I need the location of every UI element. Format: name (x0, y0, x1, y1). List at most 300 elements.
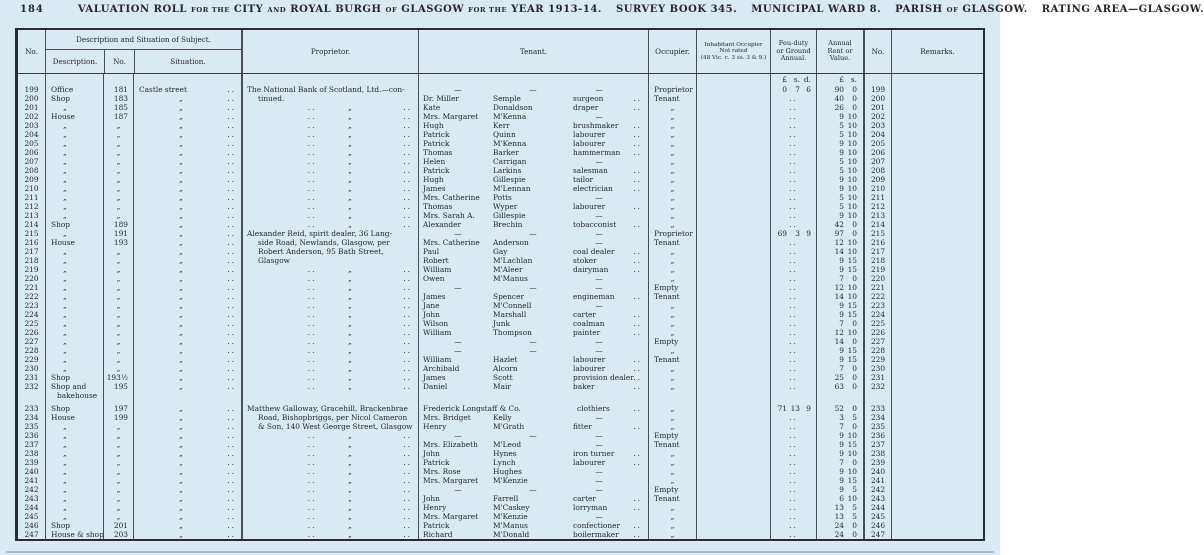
street-number-cell (103, 431, 133, 440)
annual-rent-value: 13 (834, 512, 844, 521)
col-header-situation (134, 50, 241, 73)
leader-dots: .. (307, 503, 317, 512)
leader-dots: .. (633, 494, 642, 503)
tenant-surname: Gillespie (493, 211, 526, 220)
ditto-mark: „ (116, 346, 121, 355)
inhabitant-occupier-cell (696, 85, 770, 94)
description-cell (45, 521, 103, 530)
inhabitant-occupier-cell (696, 292, 770, 301)
ditto-mark: „ (348, 467, 352, 476)
row-number: 227 (24, 337, 39, 346)
annual-rent-value: 9 (839, 467, 844, 476)
occupier-cell (648, 166, 696, 175)
situation-cell (133, 229, 241, 238)
ditto-mark: „ (670, 265, 675, 274)
annual-rent-cell (816, 310, 863, 319)
tenant-forename: Henry (423, 422, 447, 431)
inhabitant-occupier-cell (696, 521, 770, 530)
feu-duty-cell (770, 202, 816, 211)
description-cell (45, 458, 103, 467)
feu-line3: Annual. (780, 54, 807, 63)
annual-rent-cell (816, 431, 863, 440)
row-number-right-cell (863, 193, 891, 202)
tenant-surname: — (529, 485, 537, 494)
annual-rent-value: 0 (852, 220, 857, 229)
ditto-mark: „ (116, 449, 121, 458)
feu-duty-cell (770, 256, 816, 265)
subheader-spacer (863, 74, 891, 85)
annual-rent-cell (816, 175, 863, 184)
leader-dots: .. (633, 184, 642, 193)
ditto-dots: .. (789, 476, 798, 485)
annual-rent-cell (816, 94, 863, 103)
annual-rent-value: 10 (847, 130, 857, 139)
inhabitant-occupier-cell (696, 148, 770, 157)
leader-dots: .. (227, 494, 236, 503)
ditto-dots: .. (789, 346, 798, 355)
inhabitant-occupier-cell (696, 283, 770, 292)
tenant-cell (418, 337, 648, 346)
occupier-cell (648, 238, 696, 247)
tenant-cell (418, 103, 648, 112)
ditto-dots: .. (789, 337, 798, 346)
feu-duty-cell (770, 422, 816, 431)
annual-rent-value: 97 (834, 229, 844, 238)
ditto-mark: „ (63, 512, 67, 521)
annual-rent-value: 0 (852, 94, 857, 103)
proprietor-cell (241, 256, 418, 265)
row-number: 236 (24, 431, 39, 440)
annual-rent-cell (816, 355, 863, 364)
ditto-mark: „ (178, 175, 183, 184)
row-number-cell (18, 274, 45, 283)
annual-rent-cell (816, 413, 863, 422)
ditto-mark: „ (178, 283, 183, 292)
col-header-remarks (891, 30, 983, 73)
leader-dots: .. (403, 121, 412, 130)
leader-dots: .. (403, 202, 412, 211)
proprietor-cell (241, 346, 418, 355)
leader-dots: .. (227, 229, 236, 238)
title-segment: OF (946, 6, 959, 14)
proprietor-cell (241, 103, 418, 112)
table-row (18, 220, 983, 229)
inhabitant-occupier-cell (696, 94, 770, 103)
tenant-cell (418, 157, 648, 166)
feu-duty-cell (770, 449, 816, 458)
inhabitant-occupier-cell (696, 184, 770, 193)
remarks-cell (891, 157, 983, 166)
description-cell (45, 238, 103, 247)
ditto-mark: „ (116, 148, 121, 157)
ditto-mark: „ (63, 256, 67, 265)
annual-rent-cell (816, 373, 863, 382)
tenant-forename: Jane (423, 301, 440, 310)
leader-dots: .. (403, 157, 412, 166)
street-number-cell (103, 157, 133, 166)
row-number-right-cell (863, 413, 891, 422)
inhabitant-line3: (48 Vic. c. 3 ss. 3 & 9.) (700, 54, 767, 61)
description-cell (45, 202, 103, 211)
row-number-right-cell (863, 382, 891, 400)
table-row (18, 337, 983, 346)
remarks-cell (891, 413, 983, 422)
table-row (18, 521, 983, 530)
tenant-surname: M'Lachlan (493, 256, 533, 265)
subheader-spacer (103, 74, 133, 85)
ditto-mark: „ (63, 422, 67, 431)
table-row (18, 400, 983, 413)
row-number-cell (18, 373, 45, 382)
feu-duty-cell (770, 413, 816, 422)
annual-rent-cell (816, 247, 863, 256)
row-number: 241 (24, 476, 39, 485)
annual-rent-value: 7 (839, 422, 844, 431)
annual-rent-value: 5 (839, 121, 844, 130)
remarks-cell (891, 274, 983, 283)
street-number-cell (103, 503, 133, 512)
proprietor-cell (241, 301, 418, 310)
ditto-mark: „ (670, 202, 675, 211)
ditto-dots: .. (789, 485, 798, 494)
table-row (18, 166, 983, 175)
feu-duty-cell (770, 476, 816, 485)
occupier-cell (648, 247, 696, 256)
subheader-spacer (696, 74, 770, 85)
row-number-right-cell (863, 112, 891, 121)
description-cell (45, 130, 103, 139)
leader-dots: .. (633, 256, 642, 265)
row-number: 239 (24, 458, 39, 467)
feu-duty-cell (770, 238, 816, 247)
feu-duty-cell (770, 400, 816, 413)
ditto-mark: „ (348, 530, 352, 539)
leader-dots: .. (403, 274, 412, 283)
tenant-surname: M'Caskey (493, 503, 530, 512)
ditto-mark: „ (63, 292, 67, 301)
row-number-right: 225 (870, 319, 886, 328)
proprietor-cell (241, 382, 418, 400)
description-cell (45, 157, 103, 166)
situation-cell (133, 211, 241, 220)
feu-duty-cell (770, 382, 816, 400)
proprietor-text: tinued. (258, 94, 285, 103)
leader-dots: .. (403, 292, 412, 301)
row-number: 205 (24, 139, 39, 148)
annual-rent-value: 5 (852, 503, 857, 512)
ditto-mark: „ (348, 449, 352, 458)
leader-dots: .. (227, 211, 236, 220)
ditto-mark: „ (670, 530, 675, 539)
tenant-forename: Alexander (423, 220, 462, 229)
situation-cell (133, 485, 241, 494)
street-number: 197 (113, 404, 128, 413)
ditto-mark: „ (348, 346, 352, 355)
row-number-right: 212 (870, 202, 886, 211)
leader-dots: .. (227, 130, 236, 139)
ditto-dots: .. (789, 265, 798, 274)
annual-rent-value: 7 (839, 319, 844, 328)
tenant-occupation: painter (573, 328, 601, 337)
tenant-cell (418, 476, 648, 485)
tenant-surname: Hazlet (493, 355, 518, 364)
remarks-cell (891, 121, 983, 130)
ditto-mark: „ (63, 355, 67, 364)
annual-rent-cell (816, 211, 863, 220)
tenant-cell (418, 202, 648, 211)
leader-dots: .. (307, 112, 317, 121)
table-row (18, 265, 983, 274)
tenant-surname: M'Kenna (493, 139, 527, 148)
annual-rent-cell (816, 400, 863, 413)
annual-rent-cell (816, 283, 863, 292)
occupier-text: Tenant (654, 292, 680, 301)
tenant-occupation: — (595, 467, 603, 476)
ditto-mark: „ (63, 148, 67, 157)
ditto-mark: „ (63, 449, 67, 458)
situation-cell (133, 202, 241, 211)
feu-duty-cell (770, 94, 816, 103)
leader-dots: .. (227, 103, 236, 112)
ditto-mark: „ (670, 319, 675, 328)
leader-dots: .. (307, 121, 317, 130)
leader-dots: .. (633, 265, 642, 274)
remarks-cell (891, 184, 983, 193)
street-number-cell (103, 184, 133, 193)
tenant-cell (418, 467, 648, 476)
tenant-surname: Wyper (493, 202, 518, 211)
occupier-cell (648, 292, 696, 301)
annual-rent-cell (816, 346, 863, 355)
leader-dots: .. (403, 337, 412, 346)
ditto-mark: „ (116, 157, 121, 166)
occupier-cell (648, 494, 696, 503)
tenant-surname: — (529, 346, 537, 355)
occupier-text: Tenant (654, 494, 680, 503)
table-row (18, 530, 983, 539)
feu-duty-cell (770, 247, 816, 256)
table-row (18, 94, 983, 103)
ditto-mark: „ (116, 328, 121, 337)
tenant-cell (418, 229, 648, 238)
ditto-mark: „ (63, 274, 67, 283)
remarks-cell (891, 310, 983, 319)
ditto-mark: „ (178, 157, 183, 166)
ditto-mark: „ (116, 265, 121, 274)
tenant-occupation: labourer (573, 458, 606, 467)
subheader-spacer (18, 74, 45, 85)
row-number-cell (18, 458, 45, 467)
table-row (18, 319, 983, 328)
ditto-mark: „ (348, 319, 352, 328)
annual-rent-cell (816, 184, 863, 193)
row-number-right: 201 (870, 103, 886, 112)
ditto-mark: „ (178, 139, 183, 148)
ditto-mark: „ (116, 274, 121, 283)
table-row (18, 382, 983, 400)
annual-rent-cell (816, 148, 863, 157)
annual-rent-cell (816, 467, 863, 476)
description-cell (45, 256, 103, 265)
leader-dots: .. (227, 449, 236, 458)
ditto-mark: „ (116, 485, 121, 494)
remarks-cell (891, 166, 983, 175)
annual-rent-value: 0 (852, 103, 857, 112)
remarks-cell (891, 449, 983, 458)
remarks-cell (891, 220, 983, 229)
leader-dots: .. (633, 458, 642, 467)
annual-rent-value: 0 (852, 422, 857, 431)
situation-cell (133, 346, 241, 355)
leader-dots: .. (633, 175, 642, 184)
ditto-mark: „ (348, 485, 352, 494)
leader-dots: .. (227, 440, 236, 449)
row-number-cell (18, 130, 45, 139)
ditto-dots: .. (789, 94, 798, 103)
feu-duty-cell (770, 148, 816, 157)
situation-cell (133, 400, 241, 413)
leader-dots: .. (403, 283, 412, 292)
occupier-cell (648, 476, 696, 485)
tenant-forename: Dr. Miller (423, 94, 459, 103)
table-row (18, 85, 983, 94)
ditto-dots: .. (789, 103, 798, 112)
annual-rent-value: 9 (839, 355, 844, 364)
leader-dots: .. (403, 494, 412, 503)
inhabitant-occupier-cell (696, 373, 770, 382)
tenant-surname: M'Aleer (493, 265, 523, 274)
ditto-mark: „ (178, 512, 183, 521)
remarks-cell (891, 440, 983, 449)
leader-dots: .. (227, 175, 236, 184)
tenant-occupation: — (595, 211, 603, 220)
tenant-surname: M'Lennan (493, 184, 531, 193)
feu-duty-value: 7 (795, 85, 800, 94)
row-number-right-cell (863, 449, 891, 458)
situation-cell (133, 292, 241, 301)
proprietor-cell (241, 148, 418, 157)
annual-rent-cell (816, 265, 863, 274)
tenant-cell (418, 346, 648, 355)
occupier-text: Empty (654, 283, 679, 292)
title-segment: AND (267, 6, 287, 14)
ditto-mark: „ (116, 310, 121, 319)
row-number-cell (18, 211, 45, 220)
remarks-cell (891, 512, 983, 521)
leader-dots: .. (403, 467, 412, 476)
situation-cell (133, 247, 241, 256)
annual-rent-cell (816, 274, 863, 283)
ditto-dots: .. (789, 373, 798, 382)
remarks-cell (891, 283, 983, 292)
ditto-mark: „ (670, 220, 675, 229)
annual-rent-value: 5 (852, 512, 857, 521)
row-number: 200 (24, 94, 39, 103)
row-number: 235 (24, 422, 39, 431)
annual-rent-value: 26 (834, 103, 844, 112)
street-number-cell (103, 202, 133, 211)
tenant-forename: Mrs. Catherine (423, 238, 480, 247)
row-number-cell (18, 157, 45, 166)
leader-dots: .. (403, 521, 412, 530)
leader-dots: .. (403, 346, 412, 355)
description-text: Shop (51, 373, 71, 382)
tenant-forename: Thomas (423, 148, 453, 157)
street-number-cell (103, 130, 133, 139)
leader-dots: .. (633, 247, 642, 256)
row-number: 206 (24, 148, 39, 157)
description-cell (45, 337, 103, 346)
occupier-cell (648, 130, 696, 139)
occupier-cell (648, 148, 696, 157)
tenant-occupation: — (595, 85, 603, 94)
leader-dots: .. (307, 139, 317, 148)
proprietor-cell (241, 364, 418, 373)
tenant-cell (418, 449, 648, 458)
leader-dots: .. (307, 458, 317, 467)
annual-rent-cell (816, 364, 863, 373)
ditto-mark: „ (116, 202, 121, 211)
ditto-mark: „ (178, 121, 183, 130)
annual-rent-value: 9 (839, 175, 844, 184)
description-cell (45, 440, 103, 449)
tenant-occupation: — (595, 476, 603, 485)
ditto-mark: „ (116, 121, 121, 130)
row-number-right: 200 (870, 94, 886, 103)
annual-rent-value: 90 (834, 85, 844, 94)
tenant-forename: Mrs. Bridget (423, 413, 471, 422)
description-cell (45, 301, 103, 310)
feu-duty-cell (770, 283, 816, 292)
feu-duty-cell (770, 130, 816, 139)
proprietor-cell (241, 202, 418, 211)
tenant-cell (418, 382, 648, 400)
leader-dots: .. (307, 467, 317, 476)
row-number: 203 (24, 121, 39, 130)
row-number: 240 (24, 467, 39, 476)
tenant-forename: Patrick (423, 130, 450, 139)
page-header (20, 4, 1204, 15)
row-number-right: 231 (870, 373, 886, 382)
tenant-surname: Gay (493, 247, 508, 256)
ditto-mark: „ (670, 112, 675, 121)
leader-dots: .. (307, 337, 317, 346)
tenant-forename: Patrick (423, 521, 450, 530)
feu-duty-cell (770, 193, 816, 202)
tenant-occupation: clothiers (577, 404, 610, 413)
row-number: 207 (24, 157, 39, 166)
ditto-mark: „ (63, 139, 67, 148)
ditto-mark: „ (670, 256, 675, 265)
annual-rent-value: 0 (852, 458, 857, 467)
tenant-surname: Alcorn (493, 364, 518, 373)
ditto-mark: „ (348, 139, 352, 148)
ditto-mark: „ (178, 274, 183, 283)
title-segment: FOR THE (468, 6, 508, 14)
ditto-mark: „ (178, 103, 183, 112)
feu-line1: Feu-duty (778, 39, 809, 48)
remarks-cell (891, 373, 983, 382)
tenant-surname: — (529, 229, 537, 238)
row-number-right: 223 (870, 301, 886, 310)
row-number-right: 213 (870, 211, 886, 220)
occupier-cell (648, 139, 696, 148)
ditto-mark: „ (670, 512, 675, 521)
tenant-occupation: iron turner (573, 449, 615, 458)
tenant-cell (418, 220, 648, 229)
title-segment: OF (385, 6, 398, 14)
leader-dots: .. (227, 238, 236, 247)
